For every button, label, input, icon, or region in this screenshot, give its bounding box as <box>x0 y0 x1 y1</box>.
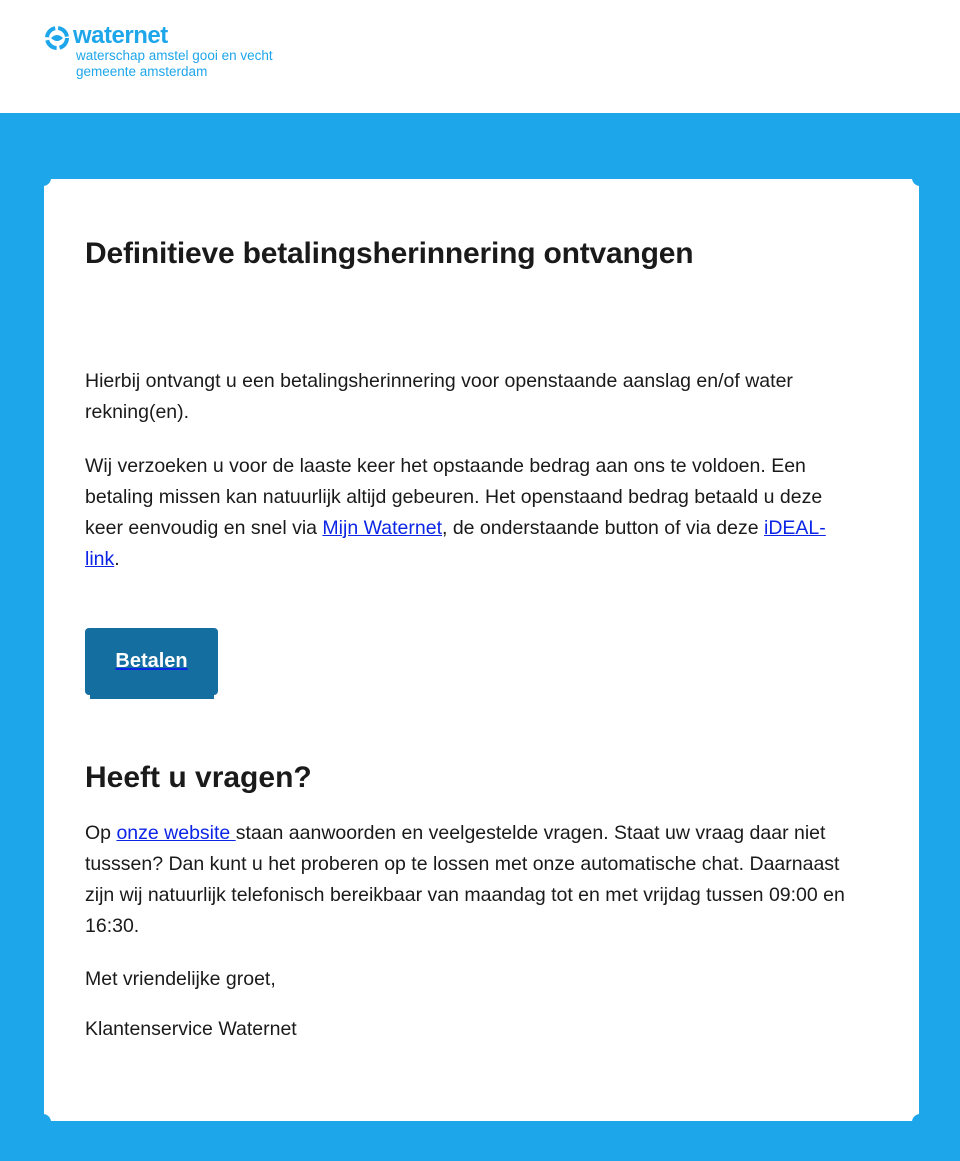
questions-paragraph <box>85 818 845 942</box>
text: Wij verzoeken u voor de laaste keer het opstaande bedrag aan ons te voldoen. Een betaling missen kan natuurlijk altijd gebeuren. Het openstaand bedrag betaald u deze keer eenvoudig en snel via <box>85 455 823 539</box>
logo-subtitle-line1: waterschap amstel gooi en vecht <box>76 48 273 63</box>
corner-notch <box>912 1114 920 1122</box>
text: staan aanwoorden en veelgestelde vragen. Staat uw vraag daar niet tusssen? Dan kunt u het proberen op te lossen met onze automatische chat. Daarnaast zijn wij natuurlijk telefonisch bereikbaar van maandag tot en met vrijdag tussen 09:00 en 16:30. <box>85 822 845 937</box>
greeting: Met vriendelijke groet, <box>85 968 276 990</box>
header <box>0 0 960 113</box>
intro-paragraph: Hierbij ontvangt u een betalingsherinnering voor openstaande aanslag en/of water rekning(en). <box>85 370 793 423</box>
logo-name: waternet <box>73 22 168 49</box>
website-link[interactable]: onze website <box>116 822 236 844</box>
text: . <box>114 548 120 570</box>
text: Op <box>85 822 117 844</box>
logo-subtitle <box>76 48 273 80</box>
waternet-logo-icon <box>45 26 69 50</box>
text: , de onderstaande button of via deze <box>441 517 764 539</box>
logo-subtitle-line2: gemeente amsterdam <box>76 64 208 79</box>
ideal-link[interactable]: iDEAL-link <box>85 517 826 570</box>
questions-heading: Heeft u vragen? <box>85 761 312 794</box>
email-card <box>44 179 919 1121</box>
email-title: Definitieve betalingsherinnering ontvangen <box>85 237 694 270</box>
signature: Klantenservice Waternet <box>85 1018 297 1040</box>
pay-button[interactable]: Betalen <box>85 628 218 695</box>
corner-notch <box>43 1114 51 1122</box>
mijn-waternet-link[interactable]: Mijn Waternet <box>322 517 442 539</box>
payment-paragraph <box>85 451 845 575</box>
